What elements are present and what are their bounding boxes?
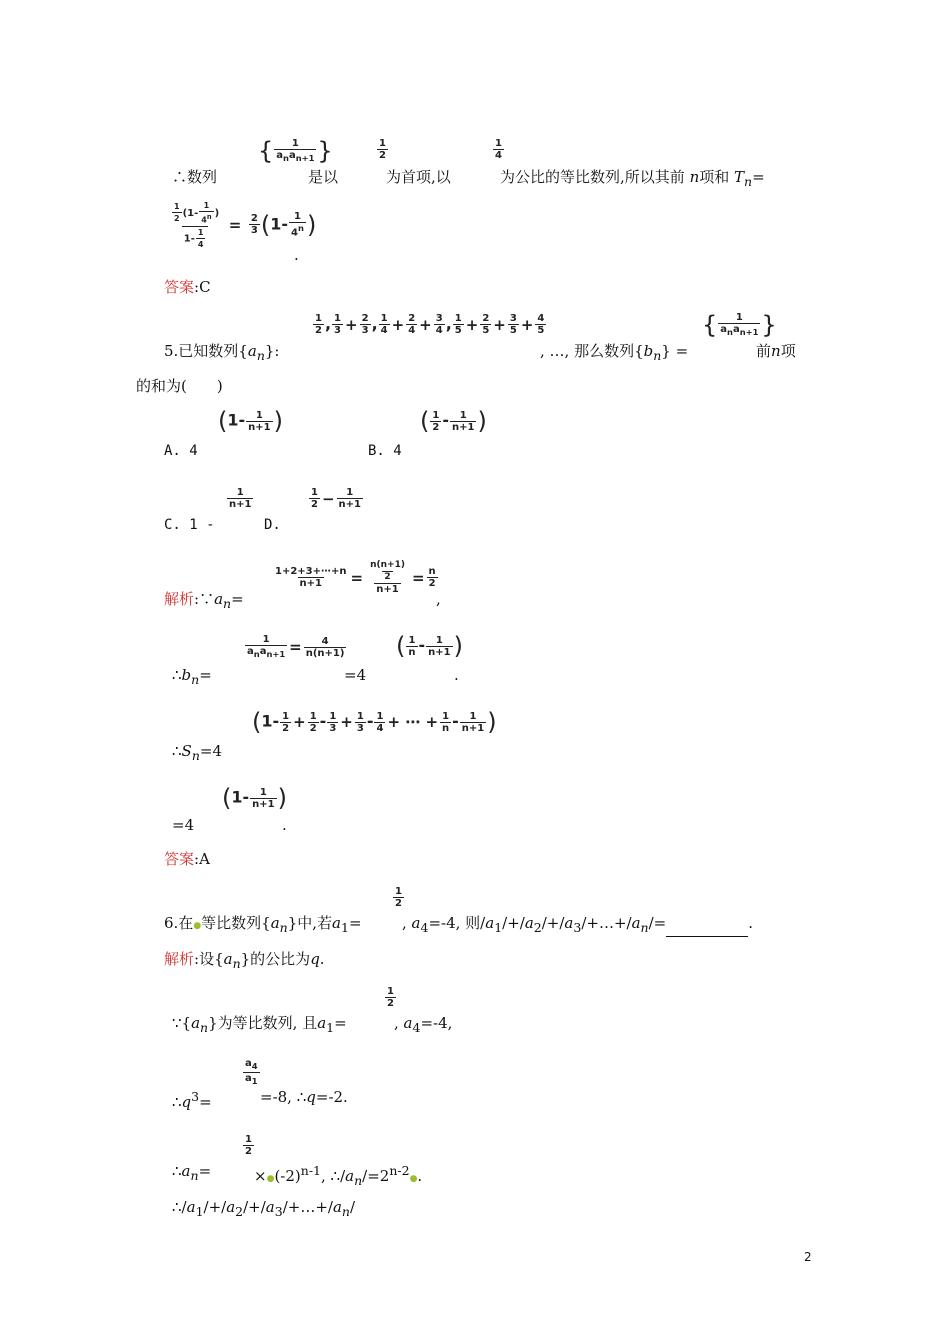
q6-stem-j: /= (648, 914, 667, 932)
q6-l1-var: a (191, 1014, 201, 1032)
option-c (164, 516, 215, 534)
answer-label: 答案 (164, 278, 195, 296)
q6-marker-dot: ● (193, 921, 202, 931)
formula-seq-terms: $\frac{1}{2}$ , $\frac{1}{3}$ + $\frac{2}{3}$ , $\frac{1}{4}$ + $\frac{2}{4}$ + $\frac{3}{4}$ , $\frac{1}{5}$ + $\frac{2}{5}$ + $\frac{3}{5}$ + $\frac{4}{5}$ (315, 313, 545, 336)
q6-l3-a: ∴ (172, 1162, 182, 1180)
option-c-label: C. 1 - (164, 517, 215, 533)
q5-final-dot-text: . (282, 816, 287, 834)
q5-stem-e: 前 (756, 342, 772, 360)
text-ratio-2: 项和 (699, 168, 730, 186)
formula-opt-d: $\frac{1}{2}$ − $\frac{1}{n+1}$ (311, 487, 362, 510)
option-a (164, 442, 198, 460)
q6-a-sub: n (279, 920, 288, 935)
q6-l4-a1: a (186, 1198, 196, 1216)
q6-sol-b: }的公比为 (240, 950, 311, 968)
q6-stem-2: , $a_4=-4$, 则$/a_1/+/a_2/+/a_3/+\dots+/a_n/=$ . (402, 914, 753, 935)
q5-sn-eq: =4 (199, 742, 223, 760)
q6-l3-e: n-1 (300, 1163, 321, 1178)
q5-stem-g: 项 (780, 342, 796, 360)
q5-sn-var: S (181, 742, 192, 760)
q5-bn-mid (344, 666, 366, 684)
formula-final: (1- $\frac{1}{n+1}$ ) (222, 784, 287, 812)
q6-l4-a3: a (265, 1198, 275, 1216)
answer-top (164, 278, 211, 296)
q6-stem-f: =-4, 则/ (428, 914, 486, 932)
answer-value: :C (194, 278, 211, 296)
q6-l4-d: /+…+/ (282, 1198, 333, 1216)
q6-l4-a: ∴/ (172, 1198, 187, 1216)
q6-l1-c: = (334, 1014, 347, 1032)
formula-q6-half-2: $\frac{1}{2}$ (387, 986, 394, 1009)
option-a-label: A. 4 (164, 443, 198, 459)
q5-bn-dot-text: . (454, 666, 459, 684)
q6-l3-c: × (254, 1167, 267, 1185)
q6-stem-b: 等比数列{ (201, 914, 271, 932)
q6-l2-d: =-2. (315, 1088, 348, 1106)
q5-stem-d: } = (661, 342, 689, 360)
option-d-label: D. (264, 517, 281, 533)
formula-seq-recip: { 1 $a_na_{n+1}$ } (258, 137, 333, 165)
text-n: n (689, 168, 700, 186)
q6-l2-q2: q (306, 1088, 316, 1106)
q6-marker-dot-3: ● (409, 1174, 418, 1184)
q5-sol-a-sub: n (223, 596, 232, 611)
q6-l3-sub2: n (354, 1173, 363, 1188)
text-first-term: 为首项,以 (386, 168, 451, 186)
q5-a-sub: n (256, 348, 265, 363)
q6-l3-h: n-2 (389, 1163, 410, 1178)
q5-answer-value: :A (194, 850, 210, 868)
q6-line-4: $\therefore/a_1/+/a_2/+/a_3/+\dots+/a_n/$ (172, 1198, 356, 1219)
q5-bn-dot (454, 666, 459, 684)
q6-l3-var: a (181, 1162, 191, 1180)
q5-final-dot (282, 816, 287, 834)
q6-l3-var2: a (345, 1167, 355, 1185)
q6-l1-a1: a (317, 1014, 327, 1032)
q5-final-line (172, 816, 194, 834)
q6-stem-g: /+/ (502, 914, 525, 932)
q6-line-2: $\therefore q^3=$ (172, 1089, 212, 1111)
q5-sol-a-tail: = (231, 590, 244, 608)
q6-l3-g: /=2 (362, 1167, 390, 1185)
q6-l4-b: /+/ (203, 1198, 227, 1216)
q5-bn-sub: n (191, 672, 200, 687)
q5-stem-a: 5.已知数列{ (164, 342, 248, 360)
q6-stem-e: , (402, 914, 412, 932)
q5-stem (164, 342, 279, 365)
q5-b-sub: n (653, 348, 662, 363)
q6-sol-q: q (310, 950, 320, 968)
q5-stem-f: n (771, 342, 781, 360)
line-top-period (294, 246, 299, 264)
q6-sol-a: :设{ (194, 950, 224, 968)
page-number: 2 (804, 1250, 812, 1264)
formula-bn: 1 $a_na_{n+1}$ = $\frac{4}{n(n+1)}$ (247, 634, 345, 659)
q6-l2-q: q (181, 1093, 192, 1111)
q6-l1-e: =-4, (420, 1014, 453, 1032)
q6-line-1b: , $a_4=-4$, (394, 1014, 453, 1035)
q6-l2-b: = (199, 1093, 212, 1111)
text-so-seq: ∴数列 (172, 168, 218, 186)
q6-a: a (270, 914, 280, 932)
q5-answer-label: 答案 (164, 850, 195, 868)
q6-line-1: $\because\{a_n\}$为等比数列, 且$a_1=$ (172, 1014, 347, 1035)
q6-l3-f: , ∴/ (321, 1167, 346, 1185)
q5-solution-comma (436, 590, 441, 608)
q6-abs3: a (564, 914, 574, 932)
formula-an: $\frac{1+2+3+\cdots+n}{n+1}$ = $\frac{\frac{n(n+1)}{2}}{n+1}$ = $\frac{n}{2}$ (275, 560, 436, 595)
line-top-1 (172, 168, 217, 186)
q5-bn-var: b (181, 666, 192, 684)
q6-l3-d: (-2) (274, 1167, 301, 1185)
q6-line-3 (172, 1162, 211, 1185)
q6-abs2: a (524, 914, 534, 932)
line-top-1d (500, 168, 765, 191)
q6-l1-sub: n (200, 1020, 209, 1035)
q6-sol-c: . (319, 950, 325, 968)
q5-final-eq: =4 (172, 816, 195, 834)
q6-a4: a (411, 914, 421, 932)
q6-l3-b: = (198, 1162, 212, 1180)
q5-stem-line2-text: 的和为( ) (136, 377, 223, 395)
q5-bn-eq: = (199, 666, 212, 684)
q5-sn-so: ∴ (172, 742, 182, 760)
text-is-with: 是以 (308, 168, 339, 186)
q6-sol-a-sub: n (232, 956, 241, 971)
option-b (368, 442, 402, 460)
q5-stem-b: }: (264, 342, 280, 360)
q6-line-3b (254, 1162, 422, 1190)
q6-stem-i: /+…+/ (581, 914, 632, 932)
q6-absn: a (631, 914, 641, 932)
formula-q3: $\frac{a_4}{a_1}$ (245, 1058, 258, 1086)
answer-q5 (164, 850, 210, 868)
text-T: T (734, 168, 745, 186)
q5-solution-label: 解析 (164, 590, 195, 608)
formula-q6-half-3: $\frac{1}{2}$ (245, 1134, 252, 1157)
q6-l4-a2: a (226, 1198, 236, 1216)
formula-Tn: $\frac{1}{2}$ (1- $\frac{1}{4^n}$ ) 1- $\frac{1}{4}$ = $\frac{2}{3}$ (1- $\frac{1}{4^n}$ ) (174, 201, 317, 249)
text-period: . (294, 246, 299, 264)
q6-l3-sub: n (190, 1168, 199, 1183)
q6-l2-a: ∴ (172, 1093, 182, 1111)
q6-l4-c: /+/ (243, 1198, 266, 1216)
q6-solution-label: 解析 (164, 950, 195, 968)
q5-stem-c: , …, 那么数列{ (540, 342, 644, 360)
text-eq: = (752, 168, 765, 186)
formula-opt-b: ( $\frac{1}{2}$ - $\frac{1}{n+1}$ ) (420, 407, 487, 435)
q6-l4-an-sub: n (341, 1204, 350, 1219)
formula-bn-diff: ( $\frac{1}{n}$ - $\frac{1}{n+1}$ ) (396, 632, 463, 660)
answer-blank[interactable] (666, 922, 748, 937)
formula-half: $\frac{1}{2}$ (379, 138, 386, 161)
q5-solution-1 (164, 590, 244, 613)
q6-stem-h: /+/ (541, 914, 565, 932)
option-d (264, 516, 281, 534)
line-top-1b (308, 168, 338, 186)
q6-marker-dot-2: ● (266, 1174, 275, 1184)
q6-l1-d: , (394, 1014, 404, 1032)
q6-stem: 6.在●等比数列$\{a_n\}$中,若$a_1=$ (164, 914, 362, 935)
q6-stem-a: 6.在 (164, 914, 194, 932)
formula-opt-c: $\frac{1}{n+1}$ (229, 487, 252, 510)
q5-stem-3 (756, 342, 796, 360)
q6-l1-a: ∵{ (172, 1014, 192, 1032)
q5-bn-so: ∴ (172, 666, 182, 684)
q5-b: b (643, 342, 654, 360)
q5-bn-mid-text: =4 (344, 666, 367, 684)
q5-sol-a: :∵ (194, 590, 215, 608)
option-b-label: B. 4 (368, 443, 402, 459)
formula-quarter: $\frac{1}{4}$ (495, 138, 502, 161)
formula-sn: (1- $\frac{1}{2}$ + $\frac{1}{2}$ - $\frac{1}{3}$ + $\frac{1}{3}$ - $\frac{1}{4}$ + ⋯ + $\frac{1}{n}$ - $\frac{1}{n+1}$ ) (252, 708, 497, 736)
q6-l1-a4: a (403, 1014, 413, 1032)
q6-absn-sub: n (640, 920, 649, 935)
q6-l2-c: =-8, ∴ (260, 1088, 307, 1106)
q6-stem-c: }中,若 (287, 914, 333, 932)
q5-bn-line (172, 666, 212, 689)
formula-bn-recip: { 1 $a_na_{n+1}$ } (702, 311, 777, 339)
q5-sol-comma: , (436, 590, 441, 608)
text-ratio: 为公比的等比数列,所以其前 (500, 168, 685, 186)
q5-a: a (247, 342, 257, 360)
q5-sn-line (172, 742, 222, 765)
q6-solution-head (164, 950, 325, 973)
q5-sol-a-var: a (214, 590, 224, 608)
q5-stem-2 (540, 342, 688, 365)
line-top-1c (386, 168, 451, 186)
q6-a1: a (332, 914, 341, 932)
text-T-sub: n (744, 174, 753, 189)
q6-l4-an: a (332, 1198, 342, 1216)
q6-l1-b: }为等比数列, 且 (208, 1014, 318, 1032)
q6-l4-e: / (349, 1198, 356, 1216)
formula-q6-half: $\frac{1}{2}$ (395, 886, 402, 909)
q6-sol-a-var: a (223, 950, 233, 968)
q5-sn-sub: n (191, 748, 200, 763)
q6-stem-d: = (348, 914, 362, 932)
q5-stem-line2 (136, 377, 223, 395)
formula-opt-a: (1- $\frac{1}{n+1}$ ) (218, 407, 283, 435)
q6-l3-i: . (417, 1167, 423, 1185)
q6-line-2b (260, 1088, 348, 1106)
q6-stem-end: . (748, 914, 753, 932)
q6-abs1: a (485, 914, 495, 932)
